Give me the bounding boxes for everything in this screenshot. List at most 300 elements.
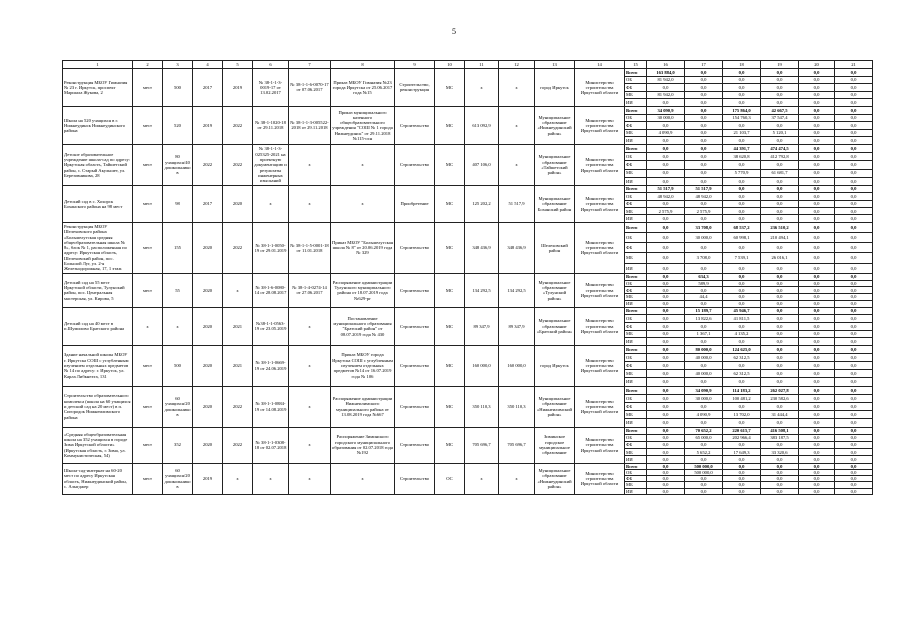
- project-start: 2020: [193, 307, 223, 345]
- funding-value: 0,0: [835, 345, 873, 353]
- funding-value: 416 508,1: [761, 427, 799, 434]
- funding-value: 589,9: [685, 280, 723, 287]
- project-name: Детский сад на 55 мест Иркутской области, Тулунский район, пос. Центральная мастерская, ул. Кирова, 5: [63, 273, 133, 307]
- project-ownership: МС: [435, 386, 465, 427]
- funding-value: 0,0: [685, 476, 723, 482]
- column-number-6: 6: [253, 61, 289, 69]
- funding-value: 0,0: [647, 411, 685, 419]
- funding-source-label: ФБ: [625, 200, 647, 207]
- project-cost-remaining: 350 110,3: [499, 386, 535, 427]
- project-responsible: Министерство строительства Иркутской области: [575, 273, 625, 307]
- funding-value: 0,0: [723, 469, 761, 475]
- funding-value: 0,0: [685, 300, 723, 307]
- funding-source-label: МБ: [625, 449, 647, 456]
- column-number-10: 10: [435, 61, 465, 69]
- project-type: Строительство: [395, 463, 435, 494]
- project-project-doc: x: [289, 427, 331, 463]
- funding-value: 0,0: [647, 456, 685, 463]
- project-customer: город Иркутск: [535, 345, 575, 386]
- funding-value: 0,0: [799, 161, 835, 169]
- funding-value: 0,0: [835, 411, 873, 419]
- funding-value: 70 652,2: [685, 427, 723, 434]
- funding-value: 0,0: [799, 69, 835, 77]
- funding-value: 0,0: [761, 441, 799, 448]
- funding-value: 0,0: [799, 287, 835, 294]
- funding-value: 33 708,0: [685, 222, 723, 232]
- funding-source-label: Всего: [625, 144, 647, 152]
- funding-value: 0,0: [835, 273, 873, 280]
- funding-source-label: Всего: [625, 273, 647, 280]
- table-row: [63, 69, 873, 77]
- funding-source-label: ИИ: [625, 338, 647, 346]
- funding-value: 2 575,9: [685, 208, 723, 215]
- funding-value: 0,0: [835, 403, 873, 411]
- funding-value: 5 770,9: [723, 169, 761, 177]
- funding-value: 0,0: [835, 463, 873, 469]
- funding-source-label: ФБ: [625, 122, 647, 130]
- project-project-doc: № 38-1-1-6-0070-17 от 07.06.2017: [289, 69, 331, 107]
- funding-value: 0,0: [761, 84, 799, 92]
- funding-value: 0,0: [723, 99, 761, 107]
- project-customer: Зиминское городское муниципальное образование: [535, 427, 575, 463]
- funding-value: 0,0: [647, 338, 685, 346]
- funding-value: 61 681,7: [761, 169, 799, 177]
- funding-value: 0,0: [647, 215, 685, 222]
- funding-value: 0,0: [761, 91, 799, 99]
- project-start: 2020: [193, 345, 223, 386]
- funding-value: 45 946,7: [723, 307, 761, 315]
- funding-value: 0,0: [835, 263, 873, 273]
- funding-value: 0,0: [799, 411, 835, 419]
- funding-value: 0,0: [835, 129, 873, 137]
- funding-value: 0,0: [723, 91, 761, 99]
- project-expertise: № 38-1-1-0308-18 от 02.07.2018: [253, 427, 289, 463]
- project-ownership: МС: [435, 345, 465, 386]
- project-ownership: МС: [435, 106, 465, 144]
- project-cost-remaining: x: [499, 69, 535, 107]
- funding-value: 0,0: [835, 215, 873, 222]
- funding-value: 7 539,1: [723, 253, 761, 263]
- funding-value: 0,0: [761, 330, 799, 338]
- column-number-14: 14: [575, 61, 625, 69]
- funding-value: 500 000,0: [685, 463, 723, 469]
- table-row: [63, 106, 873, 114]
- funding-value: 0,0: [761, 300, 799, 307]
- funding-value: 5 652,2: [685, 449, 723, 456]
- funding-source-label: ФБ: [625, 362, 647, 370]
- project-start: 2020: [193, 222, 223, 273]
- column-number-18: 18: [723, 61, 761, 69]
- funding-value: 38 620,8: [723, 153, 761, 161]
- funding-source-label: ИИ: [625, 456, 647, 463]
- funding-value: 0,0: [835, 253, 873, 263]
- project-type: Строительство: [395, 222, 435, 273]
- funding-value: 0,0: [799, 177, 835, 185]
- funding-value: 0,0: [647, 137, 685, 145]
- funding-value: 0,0: [647, 322, 685, 330]
- funding-value: 4 135,2: [723, 330, 761, 338]
- funding-value: 48 942,0: [685, 193, 723, 200]
- funding-value: 0,0: [685, 114, 723, 122]
- funding-value: 0,0: [761, 469, 799, 475]
- funding-value: 13 822,6: [685, 315, 723, 323]
- funding-value: 0,0: [799, 300, 835, 307]
- funding-value: 0,0: [799, 338, 835, 346]
- funding-value: 0,0: [685, 122, 723, 130]
- project-customer: Муниципальное образование «Братский район»: [535, 307, 575, 345]
- funding-value: 0,0: [799, 476, 835, 482]
- funding-value: 0,0: [835, 137, 873, 145]
- funding-value: 40 000,0: [685, 370, 723, 378]
- table-row: [63, 273, 873, 280]
- funding-source-label: ИИ: [625, 419, 647, 427]
- funding-value: 0,0: [761, 488, 799, 494]
- funding-source-label: МБ: [625, 208, 647, 215]
- project-decision: Приказ МБОУ "Большелугская школа № 8" от 20.06.2019 года № 329: [331, 222, 395, 273]
- funding-value: 0,0: [647, 243, 685, 253]
- project-name: Здание начальной школы МБОУ г. Иркутска СОШ с углубленным изучением отдельных предметов № 14 по адресу: г. Иркутск, ул. Карла Либкнехта, 131: [63, 345, 133, 386]
- funding-value: 44 391,7: [723, 144, 761, 152]
- funding-value: 0,0: [723, 84, 761, 92]
- project-end: 2021: [223, 307, 253, 345]
- project-customer: Муниципальное образование «Тайшетский район»: [535, 144, 575, 185]
- funding-value: 0,0: [799, 122, 835, 130]
- funding-value: 21 103,7: [723, 129, 761, 137]
- funding-value: 0,0: [647, 370, 685, 378]
- funding-value: 0,0: [835, 386, 873, 394]
- project-name: Школа-сад-интернат на 60-20 мест по адресу Иркутская область, Нижнеудинский район, с. Алыгджер: [63, 463, 133, 494]
- funding-value: 0,0: [835, 482, 873, 488]
- funding-value: 0,0: [761, 76, 799, 84]
- project-unit: мест: [133, 427, 163, 463]
- funding-value: 81 942,0: [647, 91, 685, 99]
- funding-value: 0,0: [685, 338, 723, 346]
- funding-value: 33 320,6: [761, 449, 799, 456]
- funding-source-label: МБ: [625, 169, 647, 177]
- funding-value: 0,0: [647, 315, 685, 323]
- funding-value: 0,0: [799, 456, 835, 463]
- funding-value: 0,0: [761, 307, 799, 315]
- funding-value: 41 811,5: [723, 315, 761, 323]
- project-ownership: МС: [435, 273, 465, 307]
- project-start: 2019: [193, 463, 223, 494]
- funding-value: 210 494,1: [761, 233, 799, 243]
- column-number-21: 21: [835, 61, 873, 69]
- funding-source-label: ФБ: [625, 403, 647, 411]
- funding-value: 0,0: [761, 273, 799, 280]
- funding-value: 0,0: [647, 449, 685, 456]
- funding-value: 2 575,9: [647, 208, 685, 215]
- funding-source-label: Всего: [625, 386, 647, 394]
- funding-value: 0,0: [835, 208, 873, 215]
- page-number: 5: [452, 27, 456, 36]
- project-end: 2022: [223, 222, 253, 273]
- project-project-doc: № 38-1-1-5-0001-18 от 11.01.2018: [289, 222, 331, 273]
- project-expertise: № 38-1-1-0669-19 от 24.06.2019: [253, 345, 289, 386]
- project-capacity: 60 учащихся/20 дошкольников: [163, 386, 193, 427]
- funding-value: 0,0: [761, 69, 799, 77]
- funding-value: 0,0: [835, 394, 873, 402]
- project-name: Школа на 520 учащихся в г. Нижнеудинск Нижнеудинского района: [63, 106, 133, 144]
- funding-value: 0,0: [723, 243, 761, 253]
- funding-source-label: Всего: [625, 106, 647, 114]
- project-decision: Распоряжение администрации Нижнеилимского муниципального района от 13.08.2019 года №667: [331, 386, 395, 427]
- project-cost-total: 160 000,0: [465, 345, 499, 386]
- project-name: Реконструкция МБОУ Шелеховского района «Большелугская средняя общеобразовательная школа № 8», блок № 1, расположенная по адресу: Иркутская область, Шелеховский район, пос. Большой Луг, ул. 2-я Железнодорожная, 17, 1 этаж: [63, 222, 133, 273]
- funding-value: 0,0: [799, 243, 835, 253]
- table-row: [63, 386, 873, 394]
- funding-value: 154 760,3: [723, 114, 761, 122]
- project-name: Реконструкция МБОУ Гимназия № 23 г. Иркутск, проспект Маршала Жукова, 2: [63, 69, 133, 107]
- funding-value: 0,0: [723, 378, 761, 386]
- project-cost-remaining: 134 292,5: [499, 273, 535, 307]
- project-capacity: 98: [163, 185, 193, 222]
- project-expertise: № 38-1-1-0884-19 от 14.08.2019: [253, 386, 289, 427]
- funding-value: 30 000,0: [647, 114, 685, 122]
- funding-value: 0,0: [799, 222, 835, 232]
- funding-value: 0,0: [761, 200, 799, 207]
- funding-value: 5 120,1: [761, 129, 799, 137]
- funding-value: 0,0: [761, 353, 799, 361]
- funding-value: 40 000,0: [685, 353, 723, 361]
- funding-value: 0,0: [835, 280, 873, 287]
- funding-value: 0,0: [647, 434, 685, 441]
- funding-value: 163 884,0: [647, 69, 685, 77]
- funding-value: 62 312,5: [723, 370, 761, 378]
- project-decision: x: [331, 185, 395, 222]
- funding-value: 48 942,0: [647, 193, 685, 200]
- funding-value: 34 090,9: [685, 386, 723, 394]
- project-customer: Муниципальное образование «Нижнеудинский район»: [535, 463, 575, 494]
- funding-value: 0,0: [723, 338, 761, 346]
- funding-value: 0,0: [835, 200, 873, 207]
- funding-value: 0,0: [723, 294, 761, 301]
- funding-value: 0,0: [723, 177, 761, 185]
- funding-value: 0,0: [647, 441, 685, 448]
- funding-value: 0,0: [835, 449, 873, 456]
- funding-source-label: МБ: [625, 411, 647, 419]
- funding-value: 0,0: [761, 370, 799, 378]
- funding-value: 0,0: [799, 315, 835, 323]
- funding-value: 0,0: [647, 476, 685, 482]
- funding-value: 0,0: [647, 222, 685, 232]
- funding-value: 0,0: [723, 185, 761, 192]
- funding-value: 0,0: [723, 161, 761, 169]
- funding-source-label: Всего: [625, 69, 647, 77]
- column-number-4: 4: [193, 61, 223, 69]
- funding-value: 0,0: [685, 419, 723, 427]
- funding-value: 0,0: [799, 378, 835, 386]
- project-unit: мест: [133, 463, 163, 494]
- table-row: [63, 345, 873, 353]
- funding-value: 0,0: [761, 243, 799, 253]
- project-cost-total: 125 202,2: [465, 185, 499, 222]
- funding-value: 0,0: [723, 403, 761, 411]
- funding-value: 0,0: [685, 106, 723, 114]
- column-number-16: 16: [647, 61, 685, 69]
- funding-source-label: ОБ: [625, 434, 647, 441]
- project-cost-remaining: 705 696,7: [499, 427, 535, 463]
- funding-value: 0,0: [723, 122, 761, 130]
- funding-value: 0,0: [723, 76, 761, 84]
- funding-value: 0,0: [799, 114, 835, 122]
- funding-value: 0,0: [647, 122, 685, 130]
- funding-value: 0,0: [647, 463, 685, 469]
- funding-value: 4 090,9: [685, 411, 723, 419]
- funding-value: 0,0: [799, 185, 835, 192]
- funding-value: 0,0: [647, 177, 685, 185]
- funding-value: 0,0: [835, 300, 873, 307]
- funding-value: 68 537,2: [723, 222, 761, 232]
- funding-value: 0,0: [685, 456, 723, 463]
- project-customer: Муниципальное образование «Нижнеудинский район»: [535, 106, 575, 144]
- funding-value: 100 481,2: [723, 394, 761, 402]
- funding-value: 0,0: [761, 345, 799, 353]
- funding-value: 62 312,5: [723, 353, 761, 361]
- project-start: 2020: [193, 273, 223, 307]
- funding-value: 474 474,5: [761, 144, 799, 152]
- funding-value: 0,0: [835, 185, 873, 192]
- funding-source-label: ОБ: [625, 469, 647, 475]
- funding-value: 0,0: [685, 403, 723, 411]
- funding-value: 0,0: [799, 449, 835, 456]
- funding-source-label: МБ: [625, 253, 647, 263]
- project-ownership: МС: [435, 69, 465, 107]
- project-unit: мест: [133, 106, 163, 144]
- funding-value: 0,0: [723, 280, 761, 287]
- project-unit: мест: [133, 222, 163, 273]
- funding-value: 230 582,6: [761, 394, 799, 402]
- project-type: Строительство: [395, 345, 435, 386]
- project-ownership: МС: [435, 307, 465, 345]
- funding-value: 0,0: [835, 419, 873, 427]
- funding-source-label: МБ: [625, 482, 647, 488]
- project-type: Строительство: [395, 273, 435, 307]
- funding-value: 0,0: [685, 362, 723, 370]
- column-number-20: 20: [799, 61, 835, 69]
- funding-value: 0,0: [835, 330, 873, 338]
- funding-value: 0,0: [685, 482, 723, 488]
- funding-value: 0,0: [835, 91, 873, 99]
- funding-value: 0,0: [723, 362, 761, 370]
- funding-source-label: МБ: [625, 330, 647, 338]
- project-end: 2022: [223, 427, 253, 463]
- funding-value: 0,0: [647, 280, 685, 287]
- funding-value: 0,0: [685, 69, 723, 77]
- table-row: [63, 222, 873, 232]
- project-project-doc: x: [289, 144, 331, 185]
- funding-value: 124 625,0: [723, 345, 761, 353]
- funding-value: 0,0: [685, 378, 723, 386]
- funding-value: 0,0: [647, 144, 685, 152]
- funding-value: 0,0: [835, 122, 873, 130]
- funding-value: 0,0: [723, 208, 761, 215]
- funding-value: 0,0: [761, 378, 799, 386]
- funding-value: 0,0: [761, 161, 799, 169]
- funding-value: 0,0: [799, 294, 835, 301]
- project-decision: Приказ МБОУ Гимназия №23 города Иркутска от 25.06.2017 года №15: [331, 69, 395, 107]
- funding-value: 0,0: [647, 307, 685, 315]
- funding-value: 0,0: [723, 456, 761, 463]
- funding-value: 0,0: [647, 330, 685, 338]
- funding-value: 0,0: [799, 129, 835, 137]
- funding-value: 3 708,0: [685, 253, 723, 263]
- funding-value: 0,0: [647, 233, 685, 243]
- funding-value: 1 367,1: [685, 330, 723, 338]
- funding-value: 0,0: [685, 322, 723, 330]
- project-cost-remaining: x: [499, 463, 535, 494]
- project-cost-remaining: 348 436,9: [499, 222, 535, 273]
- funding-value: 634,3: [685, 273, 723, 280]
- funding-value: 220 615,7: [723, 427, 761, 434]
- funding-value: 0,0: [835, 287, 873, 294]
- funding-value: 0,0: [799, 434, 835, 441]
- table-row: [63, 144, 873, 152]
- funding-value: 37 547,4: [761, 114, 799, 122]
- funding-source-label: ИИ: [625, 215, 647, 222]
- project-responsible: Министерство строительства Иркутской области: [575, 307, 625, 345]
- funding-value: 0,0: [799, 322, 835, 330]
- funding-value: 0,0: [647, 345, 685, 353]
- column-number-2: 2: [133, 61, 163, 69]
- funding-value: 0,0: [723, 476, 761, 482]
- project-cost-total: 89 347,9: [465, 307, 499, 345]
- column-number-row: [63, 61, 873, 69]
- funding-value: 60 998,1: [723, 233, 761, 243]
- project-cost-total: 613 092,9: [465, 106, 499, 144]
- investment-table: [62, 60, 873, 495]
- funding-value: 0,0: [647, 294, 685, 301]
- funding-value: 0,0: [761, 362, 799, 370]
- project-expertise: № 38-1-1020-18 от 29.11.2018: [253, 106, 289, 144]
- column-number-17: 17: [685, 61, 723, 69]
- funding-value: 0,0: [647, 378, 685, 386]
- funding-value: 0,0: [647, 99, 685, 107]
- funding-value: 0,0: [647, 482, 685, 488]
- funding-value: 0,0: [761, 185, 799, 192]
- project-unit: мест: [133, 386, 163, 427]
- project-name: «Средняя общеобразовательная школа на 352 учащихся в городе Зима Иркутской области» (Иркутская область, г. Зима, ул. Коммунистическая, 54): [63, 427, 133, 463]
- project-start: 2017: [193, 69, 223, 107]
- project-responsible: Министерство строительства Иркутской области: [575, 222, 625, 273]
- funding-value: 0,0: [835, 427, 873, 434]
- project-end: x: [223, 463, 253, 494]
- funding-value: 0,0: [647, 353, 685, 361]
- project-customer: Муниципальное образование «Нижнеилимский район»: [535, 386, 575, 427]
- project-end: x: [223, 273, 253, 307]
- funding-value: 0,0: [799, 463, 835, 469]
- funding-value: 0,0: [799, 427, 835, 434]
- funding-value: 0,0: [835, 69, 873, 77]
- funding-source-label: ФБ: [625, 441, 647, 448]
- funding-source-label: МБ: [625, 91, 647, 99]
- funding-value: 0,0: [685, 169, 723, 177]
- funding-value: 0,0: [647, 427, 685, 434]
- funding-source-label: ОБ: [625, 114, 647, 122]
- funding-value: 0,0: [799, 137, 835, 145]
- funding-value: 0,0: [835, 84, 873, 92]
- project-end: 2020: [223, 185, 253, 222]
- project-type: Приобретение: [395, 185, 435, 222]
- project-ownership: МС: [435, 222, 465, 273]
- funding-value: 0,0: [685, 215, 723, 222]
- funding-value: 0,0: [761, 476, 799, 482]
- project-end: 2022: [223, 144, 253, 185]
- funding-value: 0,0: [685, 76, 723, 84]
- funding-value: 0,0: [723, 463, 761, 469]
- funding-value: 13 702,0: [723, 411, 761, 419]
- project-expertise: № 38-1-1-3-0019-17 от 13.02.2017: [253, 69, 289, 107]
